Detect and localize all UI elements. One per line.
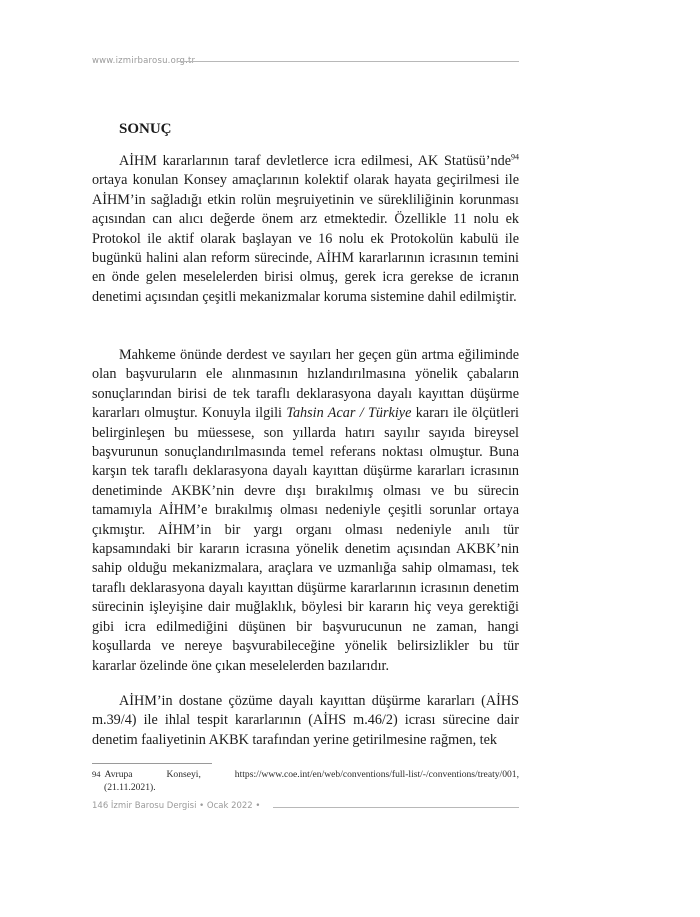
paragraph-3: AİHM’in dostane çözüme dayalı kayıttan düşürme kararları (AİHS m.39/4) ile ihlal tespit kararlarının (AİHS m.46/2) icrası sürecine dair denetim faaliyetinin AKBK tarafından yerine getirilmesine rağmen, tek: [92, 693, 519, 748]
footnote-source: Avrupa: [104, 769, 133, 780]
paragraph-1: [92, 152, 519, 307]
paragraph-2-text-a: Mahkeme önünde derdest ve sayıları her geçen gün artma eğiliminde olan başvuruların ele alınmasının hızlandırılmasına yönelik çabaların sonuçlarından birisi de tek taraflı deklarasyona dayalı kayıttan düşürme kararları olmuştur. Konuyla ilgili: [92, 347, 519, 422]
footnote-date: (21.11.2021).: [104, 782, 156, 793]
footnote-divider: [92, 763, 212, 764]
paragraph-2: [92, 346, 519, 676]
footer-divider: [273, 807, 519, 808]
footnote: [92, 768, 519, 794]
paragraph-1-text-b: ortaya konulan Konsey amaçlarının kolektif olarak hayata geçirilmesi ile AİHM’in sağladığı etkin rolün meşruiyetinin ve sürekliliğinin korunması açısından can alıcı değerde önem arz etmektedir. Özellikle 11 nolu ek Protokol ile aktif olarak başlayan ve 16 nolu ek Protokolün kabulü ile bugünkü halini alan reform sürecinde, AİHM kararlarının icrasının temini en önde gelen meselelerden birisi olmuş, gerek icra gerekse de icranın denetimi açısından çeşitli mekanizmalar koruma sistemine dahil edilmiştir.: [92, 172, 519, 305]
footnote-line-1: [92, 768, 519, 781]
header-url[interactable]: www.izmirbarosu.org.tr: [92, 56, 196, 66]
paragraph-1-text-a: AİHM kararlarının taraf devletlerce icra edilmesi, AK Statüsü’nde: [119, 153, 511, 169]
footnote-source-2: Konseyi,: [166, 769, 201, 780]
page-footer: 146 İzmir Barosu Dergisi • Ocak 2022 •: [92, 801, 261, 811]
footnote-url[interactable]: https://www.coe.int/en/web/conventions/full-list/-/conventions/treaty/001,: [234, 769, 519, 780]
case-name-italic: Tahsin Acar / Türkiye: [286, 405, 412, 422]
footnote-reference[interactable]: 94: [511, 152, 519, 162]
section-title: SONUÇ: [119, 121, 172, 137]
header-divider: [178, 61, 519, 62]
paragraph-2-text-b: kararı ile ölçütleri belirginleşen bu müessese, son yıllarda hatırı sayılır sayıda bireysel başvurunun sonuçlandırılmasında temel referans noktası olmuştur. Buna karşın tek taraflı deklarasyona dayalı kayıttan düşürme kararları icrasının denetiminde AKBK’nin devre dışı bırakılmış olması ve bu sürecin tamamıyla AİHM’e bırakılmış olması nedeniyle çeşitli sorunlar ortaya çıkmıştır. AİHM’in bir yargı organı olması nedeniyle anılı tür kapsamındaki bir kararın icrasına yönelik denetim açısından AKBK’nin sahip olduğu mekanizmalara, araçlara ve uzmanlığa sahip olmaması, tek taraflı deklarasyona dayalı kayıttan düşürme kararlarının icrasının denetim sürecinin işleyişine dair muğlaklık, böylesi bir kararın hiç veya gerektiği gibi icra edilmediğini düşünen bir başvurucunun ne zaman, hangi koşullarda ve nereye başvurabileceğine yönelik belirsizlikler bu tür kararlar özelinde öne çıkan meselelerden bazılarıdır.: [92, 405, 519, 674]
footnote-number: 94: [92, 769, 101, 779]
